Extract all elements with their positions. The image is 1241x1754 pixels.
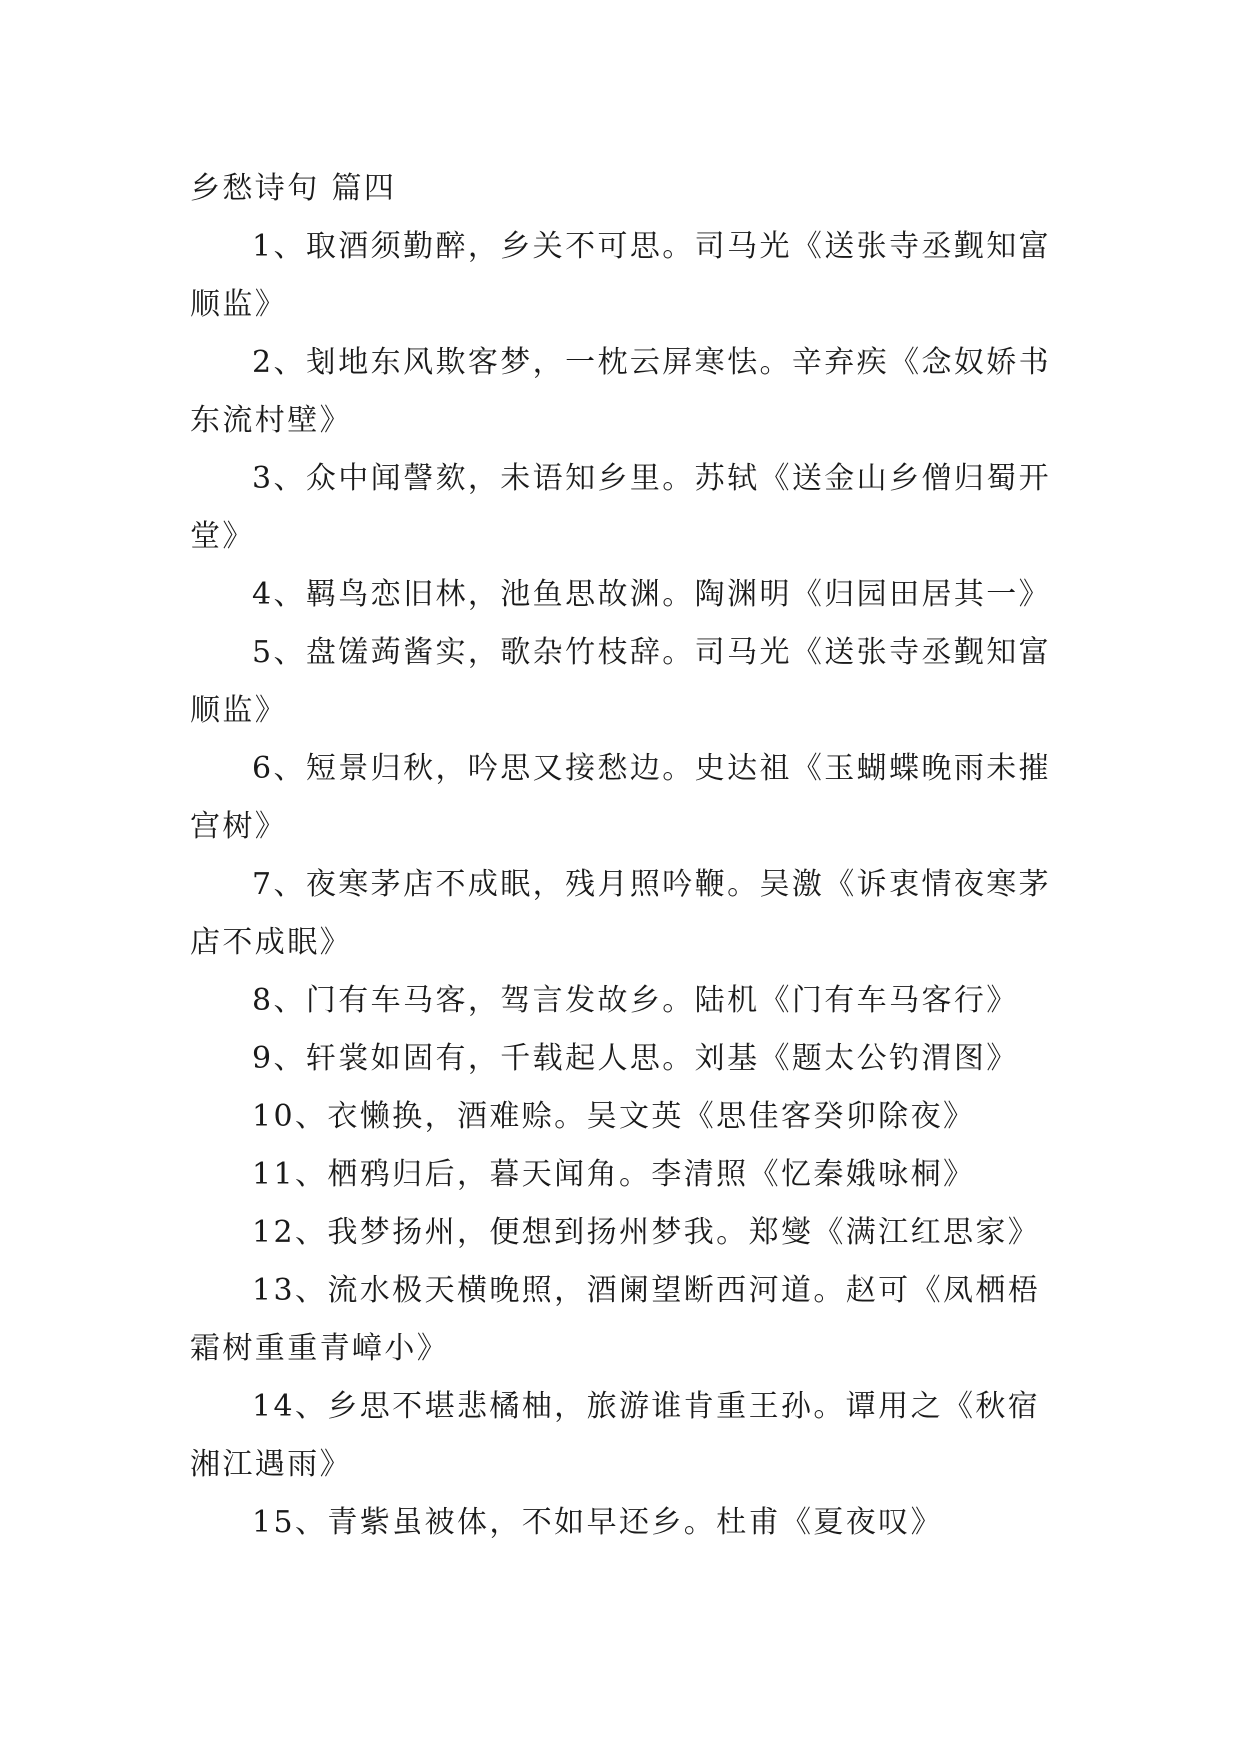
poem-line-14: 14、乡思不堪悲橘柚，旅游谁肯重王孙。谭用之《秋宿湘江遇雨》	[190, 1389, 1041, 1482]
poem-line-1: 1、取酒须勤醉，乡关不可思。司马光《送张寺丞觐知富顺监》	[190, 229, 1052, 322]
poem-line-2: 2、刬地东风欺客梦，一枕云屏寒怯。辛弃疾《念奴娇书东流村壁》	[190, 345, 1052, 438]
poem-line-13: 13、流水极天横晚照，酒阑望断西河道。赵可《凤栖梧霜树重重青嶂小》	[190, 1273, 1041, 1366]
poem-line-7: 7、夜寒茅店不成眠，残月照吟鞭。吴激《诉衷情夜寒茅店不成眠》	[190, 867, 1052, 960]
poem-line-3: 3、众中闻謦欬，未语知乡里。苏轼《送金山乡僧归蜀开堂》	[190, 461, 1052, 554]
poem-line-9: 9、轩裳如固有，千载起人思。刘基《题太公钓渭图》	[252, 1041, 1019, 1076]
poem-line-10: 10、衣懒换，酒难赊。吴文英《思佳客癸卯除夜》	[252, 1099, 976, 1134]
document-body	[190, 160, 1060, 1552]
poem-line-11: 11、栖鸦归后，暮天闻角。李清照《忆秦娥咏桐》	[252, 1157, 976, 1192]
poem-line-15: 15、青紫虽被体，不如早还乡。杜甫《夏夜叹》	[252, 1505, 943, 1540]
poem-line-8: 8、门有车马客，驾言发故乡。陆机《门有车马客行》	[252, 983, 1019, 1018]
poem-line-12: 12、我梦扬州，便想到扬州梦我。郑燮《满江红思家》	[252, 1215, 1041, 1250]
poem-line-5: 5、盘馐蒟酱实，歌杂竹枝辞。司马光《送张寺丞觐知富顺监》	[190, 635, 1052, 728]
poem-line-6: 6、短景归秋，吟思又接愁边。史达祖《玉蝴蝶晚雨未摧宫树》	[190, 751, 1052, 844]
document-title: 乡愁诗句 篇四	[190, 171, 397, 206]
poem-line-4: 4、羁鸟恋旧林，池鱼思故渊。陶渊明《归园田居其一》	[252, 577, 1052, 612]
